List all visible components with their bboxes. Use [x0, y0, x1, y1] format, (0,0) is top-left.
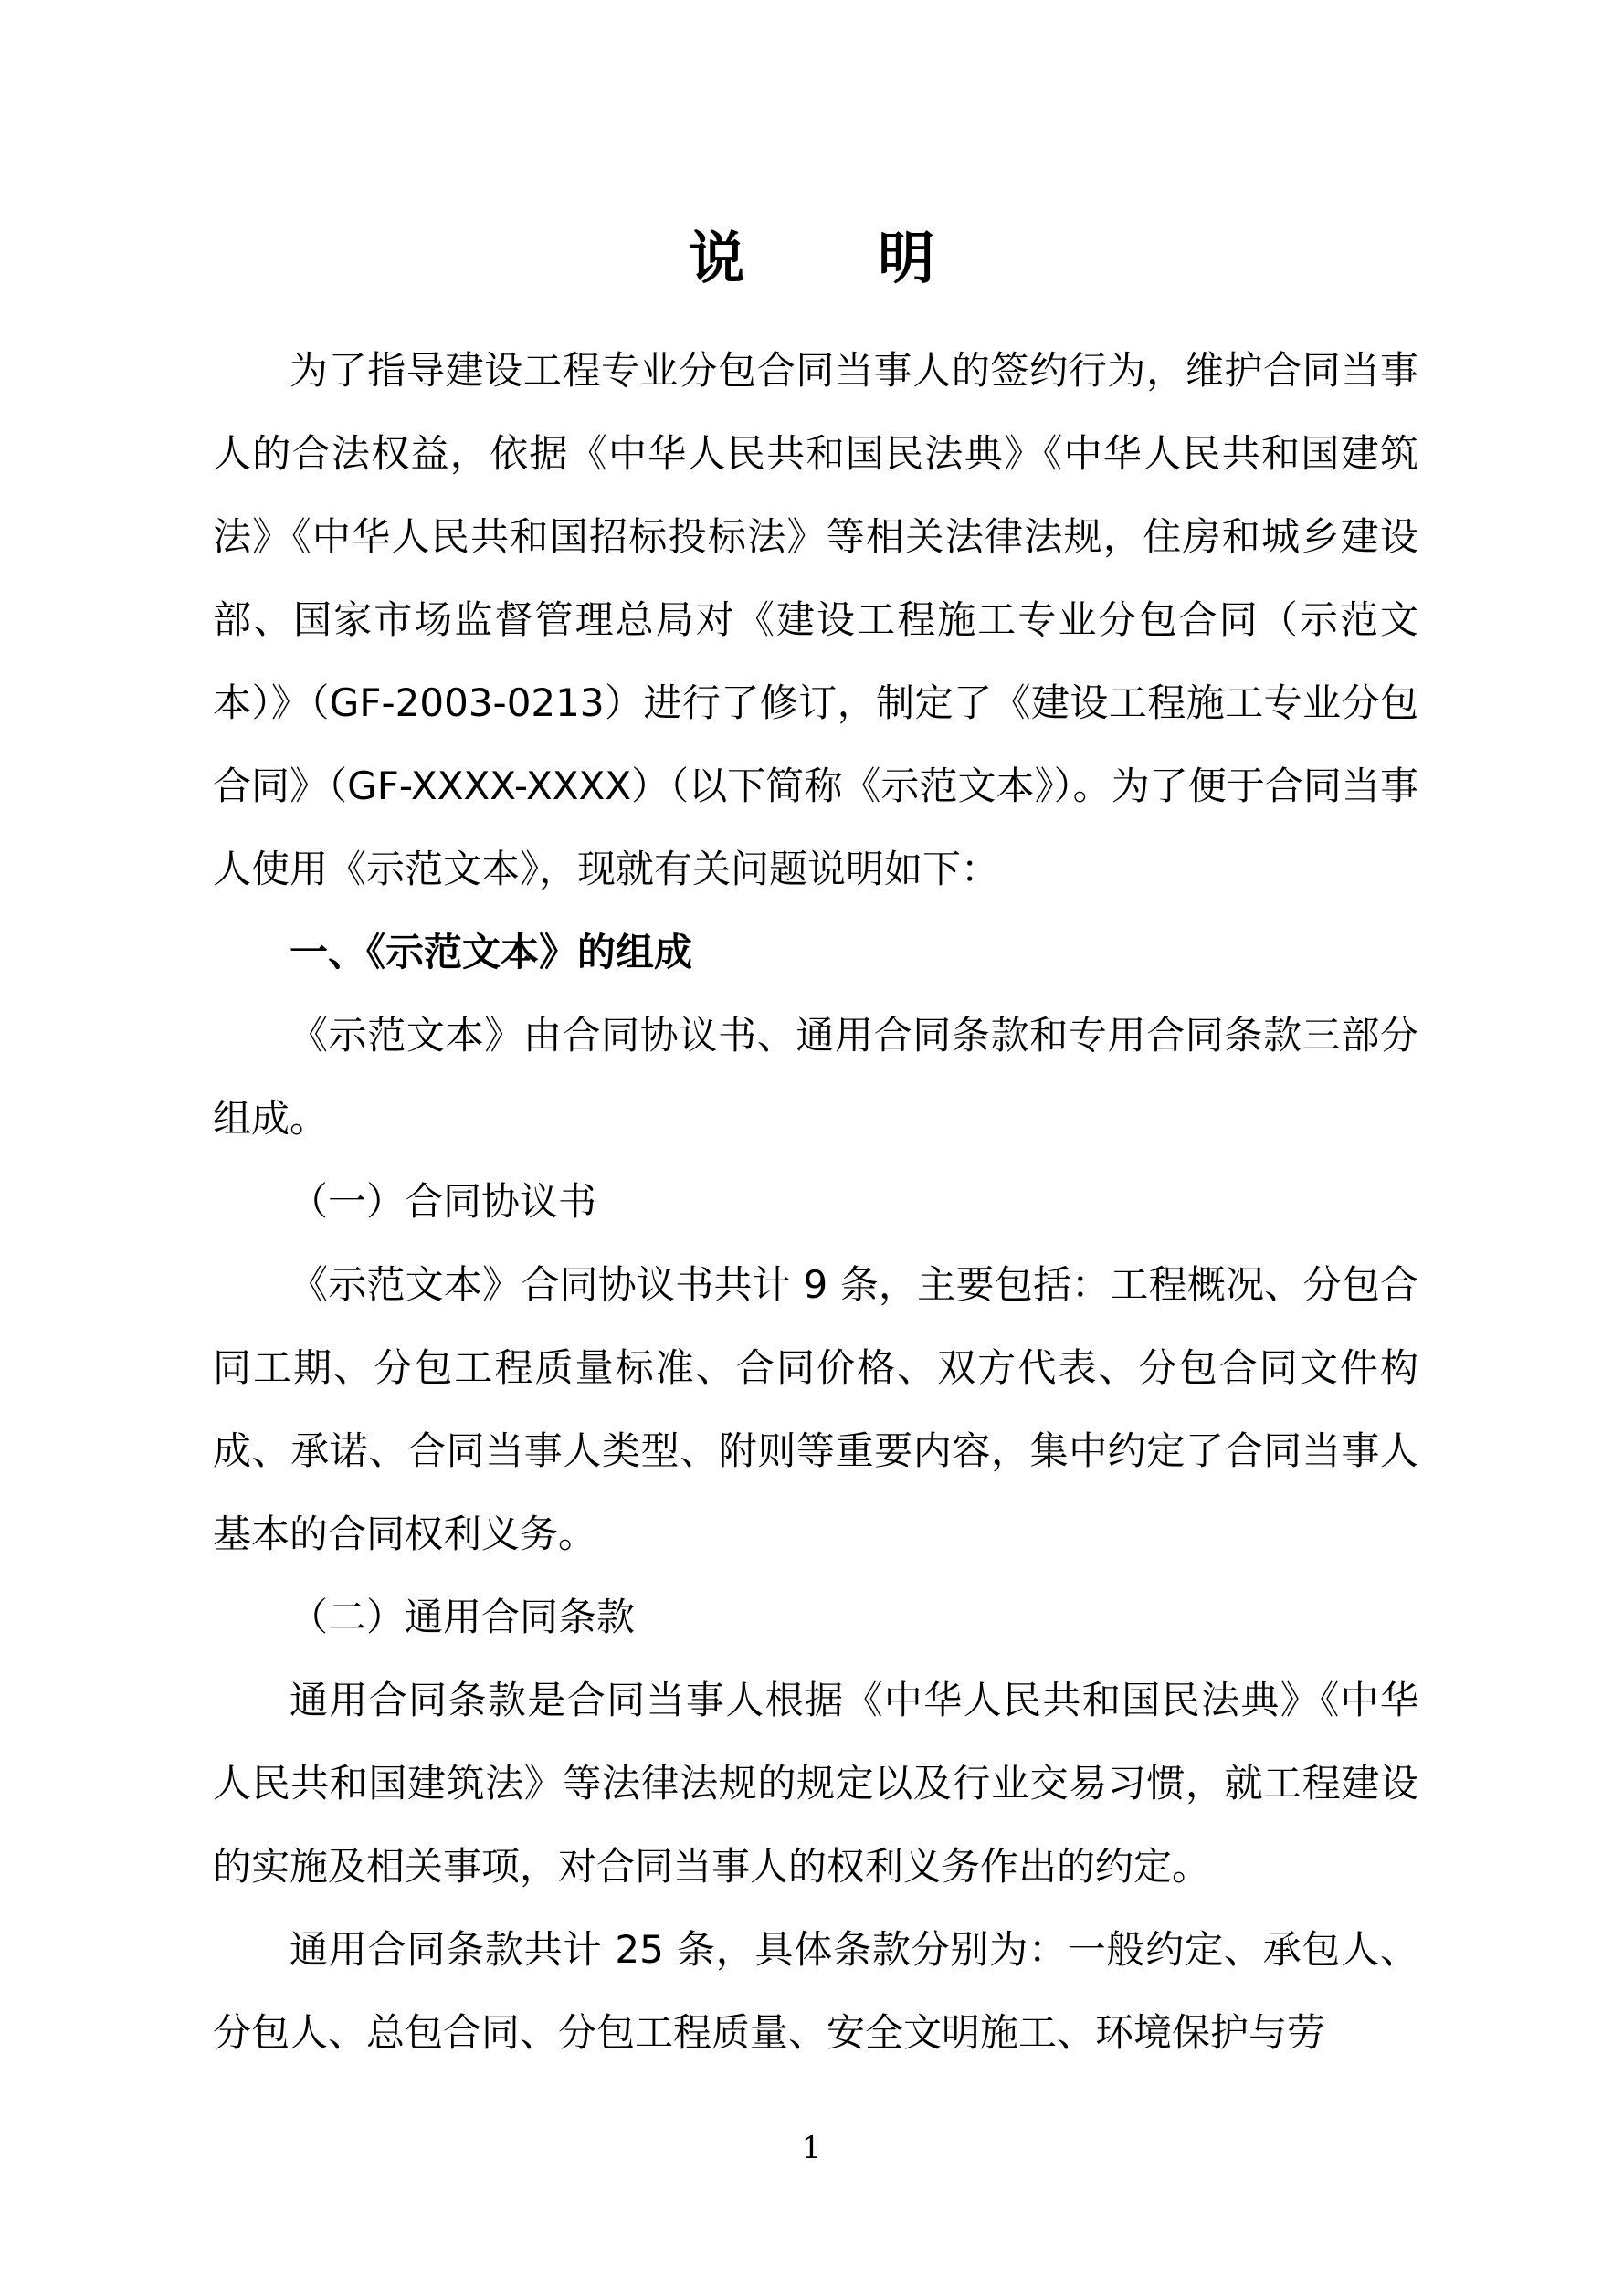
intro-paragraph: 为了指导建设工程专业分包合同当事人的签约行为，维护合同当事人的合法权益，依据《中华人民共和国民法典》《中华人民共和国建筑法》《中华人民共和国招标投标法》等相关法律法规，住房和城乡建设部、国家市场监督管理总局对《建设工程施工专业分包合同（示范文本）》（GF-2003-0213）进行了修订，制定了《建设工程施工专业分包合同》（GF-XXXX-XXXX）（以下简称《示范文本》）。为了便于合同当事人使用《示范文本》，现就有关问题说明如下： — [213, 348, 1418, 891]
section-heading-composition: 一、《示范文本》的组成 — [290, 930, 693, 974]
general-terms-paragraph: 通用合同条款是合同当事人根据《中华人民共和国民法典》《中华人民共和国建筑法》等法律法规的规定以及行业交易习惯，就工程建设的实施及相关事项，对合同当事人的权利义务作出的约定。 — [213, 1678, 1418, 1889]
page-title: 说 明 — [688, 225, 992, 291]
subheading-agreement: （一）合同协议书 — [290, 1179, 597, 1224]
subheading-general-terms: （二）通用合同条款 — [290, 1595, 636, 1639]
agreement-paragraph: 《示范文本》合同协议书共计 9 条，主要包括：工程概况、分包合同工期、分包工程质量标准、合同价格、双方代表、分包合同文件构成、承诺、合同当事人类型、附则等重要内容，集中约定了合同当事人基本的合同权利义务。 — [213, 1262, 1418, 1556]
composition-paragraph: 《示范文本》由合同协议书、通用合同条款和专用合同条款三部分组成。 — [213, 1013, 1418, 1141]
general-terms-list-paragraph: 通用合同条款共计 25 条，具体条款分别为：一般约定、承包人、分包人、总包合同、分包工程质量、安全文明施工、环境保护与劳 — [213, 1927, 1418, 2055]
document-body — [213, 329, 1418, 2074]
page-number: 1 — [801, 2130, 822, 2166]
